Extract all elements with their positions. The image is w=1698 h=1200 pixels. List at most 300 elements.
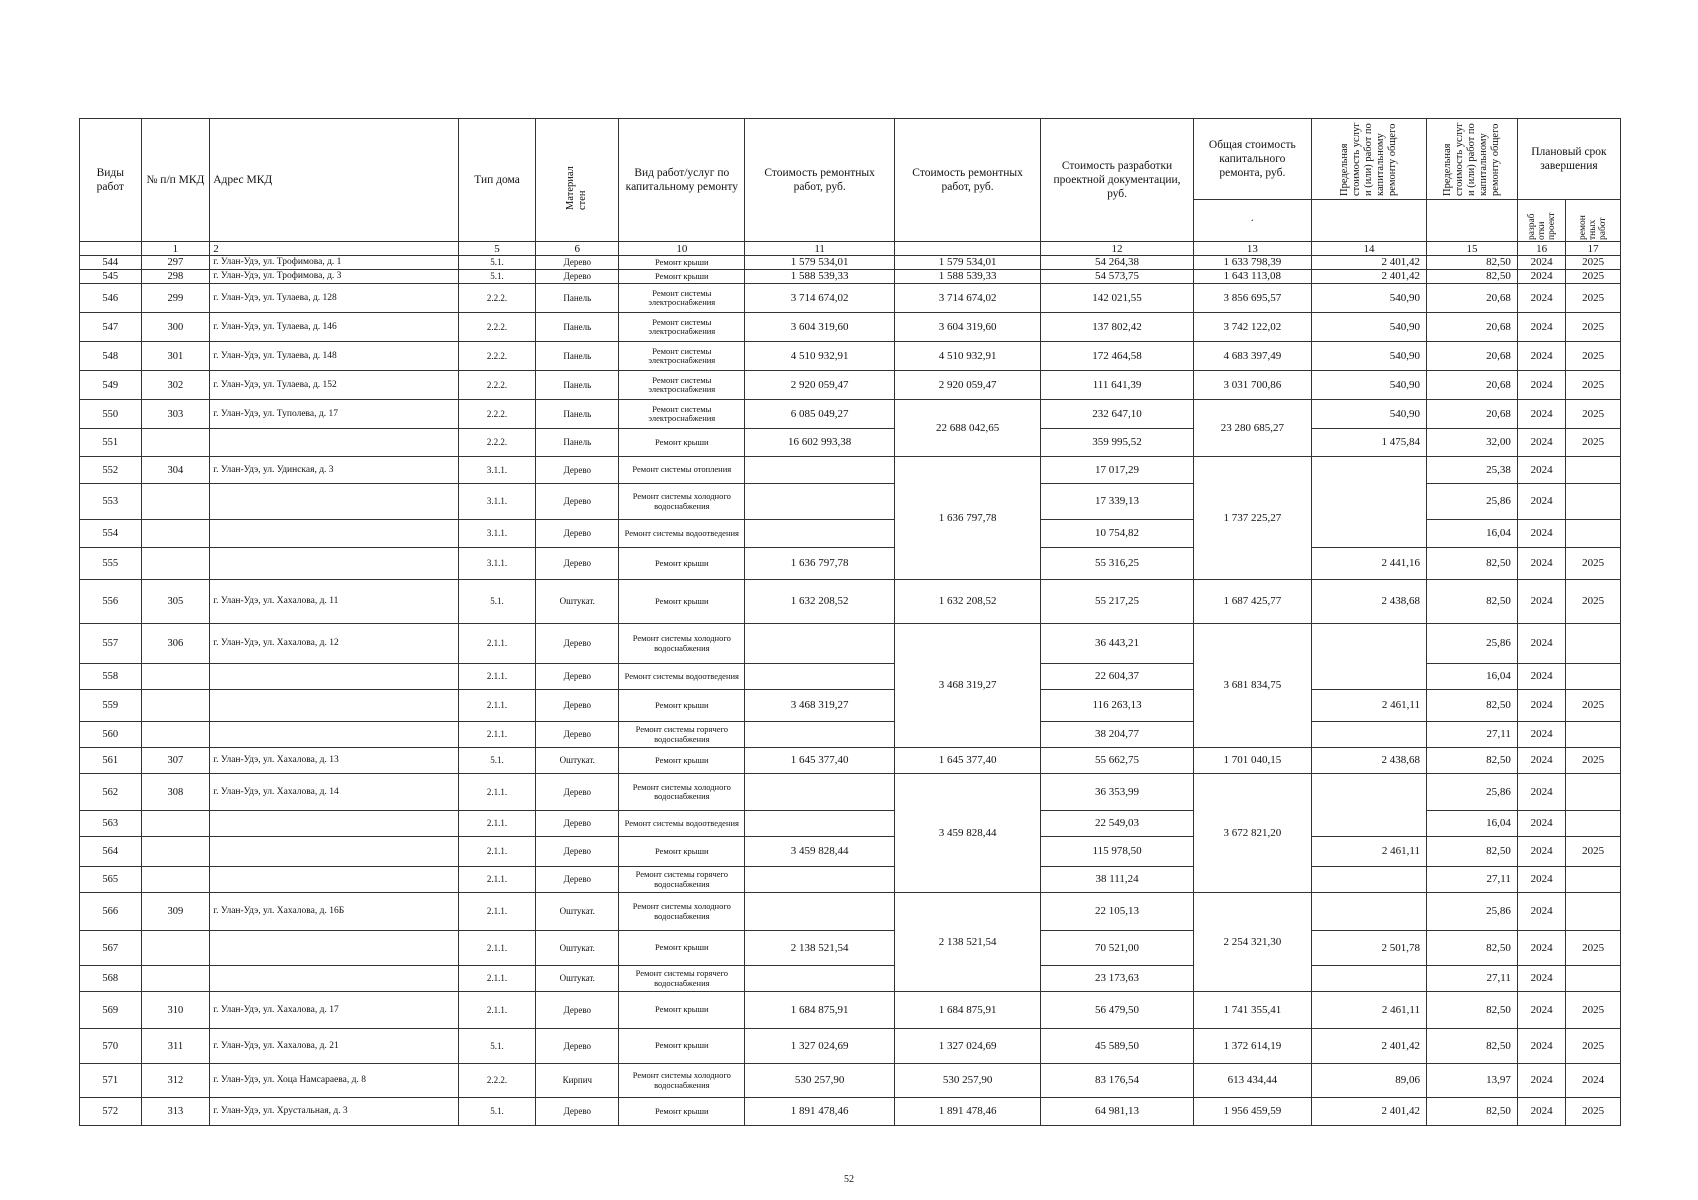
cell-house-type: 3.1.1.: [458, 484, 536, 520]
cell-repair-cost-total: 3 714 674,02: [894, 284, 1040, 313]
cell-limit-cost-2: 20,68: [1427, 342, 1518, 371]
cell-design-cost: 17 017,29: [1041, 457, 1193, 484]
cell-repair-cost: 1 632 208,52: [745, 580, 894, 624]
cell-year-repair: [1566, 457, 1621, 484]
cell-house-type: 2.1.1.: [458, 664, 536, 690]
header-house-type: Тип дома: [458, 119, 536, 242]
cell-year-design: 2024: [1517, 457, 1565, 484]
cell-year-design: 2024: [1517, 580, 1565, 624]
cell-year-design: 2024: [1517, 837, 1565, 867]
cell-house-type: 5.1.: [458, 256, 536, 270]
cell-total-cost: 3 672 821,20: [1193, 774, 1311, 893]
cell-wall-material: Оштукат.: [536, 893, 619, 931]
cell-limit-cost: 540,90: [1311, 371, 1426, 400]
cell-house-type: 2.2.2.: [458, 371, 536, 400]
cell-limit-cost: 540,90: [1311, 313, 1426, 342]
col-number: 17: [1566, 242, 1621, 256]
cell-limit-cost-2: 27,11: [1427, 966, 1518, 992]
header-limit2-text: Предельная стоимость услуг и (или) работ по капитальному ремонту общего: [1441, 122, 1501, 196]
col-number: 15: [1427, 242, 1518, 256]
cell-house-num: 299: [141, 284, 210, 313]
cell-total-cost: 1 372 614,19: [1193, 1029, 1311, 1064]
cell-limit-cost: [1311, 867, 1426, 893]
cell-year-design: 2024: [1517, 429, 1565, 457]
cell-limit-cost: 540,90: [1311, 342, 1426, 371]
cell-limit-cost-2: 32,00: [1427, 429, 1518, 457]
cell-address: г. Улан-Удэ, ул. Туполева, д. 17: [210, 400, 458, 429]
cell-total-cost: 1 737 225,27: [1193, 457, 1311, 580]
cell-year-design: 2024: [1517, 313, 1565, 342]
header-limit1-empty: [1311, 200, 1426, 242]
cell-house-type: 2.1.1.: [458, 774, 536, 811]
cell-repair-cost: 1 327 024,69: [745, 1029, 894, 1064]
cell-wall-material: Оштукат.: [536, 966, 619, 992]
cell-house-num: 301: [141, 342, 210, 371]
cell-work-id: 570: [80, 1029, 142, 1064]
cell-work-type: Ремонт системы горячего водоснабжения: [619, 966, 745, 992]
cell-house-type: 3.1.1.: [458, 520, 536, 548]
cell-repair-cost-total: 1 327 024,69: [894, 1029, 1040, 1064]
cell-year-repair: 2025: [1566, 371, 1621, 400]
cell-work-type: Ремонт крыши: [619, 1029, 745, 1064]
col-number: 14: [1311, 242, 1426, 256]
cell-year-repair: [1566, 966, 1621, 992]
cell-year-repair: [1566, 722, 1621, 748]
cell-house-num: [141, 966, 210, 992]
cell-year-design: 2024: [1517, 690, 1565, 722]
cell-limit-cost: 2 438,68: [1311, 580, 1426, 624]
cell-year-design: 2024: [1517, 1064, 1565, 1098]
table-body: [80, 256, 1621, 1126]
cell-work-id: 548: [80, 342, 142, 371]
cell-work-id: 560: [80, 722, 142, 748]
cell-repair-cost: [745, 774, 894, 811]
cell-year-design: 2024: [1517, 664, 1565, 690]
cell-address: г. Улан-Удэ, ул. Хахалова, д. 13: [210, 748, 458, 774]
cell-repair-cost-total: 3 468 319,27: [894, 624, 1040, 748]
cell-limit-cost: 540,90: [1311, 400, 1426, 429]
cell-house-num: [141, 484, 210, 520]
cell-address: г. Улан-Удэ, ул. Хоца Намсараева, д. 8: [210, 1064, 458, 1098]
cell-repair-cost-total: 1 636 797,78: [894, 457, 1040, 580]
cell-house-num: 303: [141, 400, 210, 429]
cell-repair-cost: [745, 811, 894, 837]
cell-address: [210, 837, 458, 867]
cell-design-cost: 54 573,75: [1041, 270, 1193, 284]
table-header: [80, 119, 1621, 256]
col-number: 2: [210, 242, 458, 256]
cell-house-type: 5.1.: [458, 1098, 536, 1126]
col-number: [894, 242, 1040, 256]
cell-wall-material: Дерево: [536, 867, 619, 893]
col-number: 12: [1041, 242, 1193, 256]
cell-work-id: 564: [80, 837, 142, 867]
cell-house-num: [141, 811, 210, 837]
header-sub-repair-text: ремон тных работ: [1578, 214, 1609, 240]
cell-wall-material: Дерево: [536, 837, 619, 867]
cell-year-design: 2024: [1517, 931, 1565, 966]
cell-limit-cost: 2 401,42: [1311, 270, 1426, 284]
header-address: Адрес МКД: [210, 119, 458, 242]
cell-design-cost: 55 316,25: [1041, 548, 1193, 580]
cell-limit-cost-2: 82,50: [1427, 1098, 1518, 1126]
cell-limit-cost-2: 27,11: [1427, 722, 1518, 748]
cell-design-cost: 38 111,24: [1041, 867, 1193, 893]
cell-house-num: 307: [141, 748, 210, 774]
cell-house-num: 306: [141, 624, 210, 664]
cell-limit-cost-2: 25,38: [1427, 457, 1518, 484]
cell-repair-cost: [745, 722, 894, 748]
cell-year-design: 2024: [1517, 811, 1565, 837]
cell-work-id: 566: [80, 893, 142, 931]
cell-address: г. Улан-Удэ, ул. Удинская, д. 3: [210, 457, 458, 484]
table-row: [80, 429, 1621, 457]
cell-repair-cost-total: 2 138 521,54: [894, 893, 1040, 992]
header-limit1: [1311, 119, 1426, 200]
header-limit2: [1427, 119, 1518, 200]
cell-year-repair: 2024: [1566, 1064, 1621, 1098]
cell-limit-cost: 2 461,11: [1311, 992, 1426, 1029]
cell-wall-material: Оштукат.: [536, 931, 619, 966]
cell-limit-cost: [1311, 722, 1426, 748]
cell-address: г. Улан-Удэ, ул. Хахалова, д. 16Б: [210, 893, 458, 931]
cell-wall-material: Кирпич: [536, 1064, 619, 1098]
cell-limit-cost: [1311, 624, 1426, 690]
cell-work-id: 551: [80, 429, 142, 457]
cell-work-id: 544: [80, 256, 142, 270]
table-row: [80, 457, 1621, 484]
cell-year-repair: [1566, 774, 1621, 811]
table-row: [80, 1098, 1621, 1126]
cell-address: г. Улан-Удэ, ул. Хахалова, д. 12: [210, 624, 458, 664]
cell-total-cost: 3 856 695,57: [1193, 284, 1311, 313]
cell-design-cost: 38 204,77: [1041, 722, 1193, 748]
cell-total-cost: 1 956 459,59: [1193, 1098, 1311, 1126]
table-row: [80, 867, 1621, 893]
cell-address: [210, 867, 458, 893]
cell-work-type: Ремонт системы холодного водоснабжения: [619, 893, 745, 931]
cell-year-design: 2024: [1517, 1098, 1565, 1126]
cell-work-type: Ремонт системы горячего водоснабжения: [619, 867, 745, 893]
header-cost2: Стоимость ремонтных работ, руб.: [894, 119, 1040, 242]
cell-house-num: 308: [141, 774, 210, 811]
cell-address: [210, 966, 458, 992]
cell-limit-cost-2: 82,50: [1427, 690, 1518, 722]
cell-limit-cost: 2 501,78: [1311, 931, 1426, 966]
cell-repair-cost: 4 510 932,91: [745, 342, 894, 371]
cell-limit-cost: [1311, 966, 1426, 992]
cell-work-id: 553: [80, 484, 142, 520]
cell-work-id: 550: [80, 400, 142, 429]
cell-year-design: 2024: [1517, 284, 1565, 313]
cell-wall-material: Дерево: [536, 256, 619, 270]
cell-address: [210, 520, 458, 548]
cell-house-type: 2.1.1.: [458, 867, 536, 893]
cell-year-design: 2024: [1517, 520, 1565, 548]
cell-work-id: 567: [80, 931, 142, 966]
cell-limit-cost: 89,06: [1311, 1064, 1426, 1098]
cell-limit-cost-2: 16,04: [1427, 664, 1518, 690]
cell-year-repair: 2025: [1566, 313, 1621, 342]
cell-year-repair: 2025: [1566, 1029, 1621, 1064]
cell-house-num: [141, 837, 210, 867]
header-work: Вид работ/услуг по капитальному ремонту: [619, 119, 745, 242]
cell-house-num: [141, 690, 210, 722]
works-table: [79, 118, 1621, 1126]
cell-house-type: 5.1.: [458, 580, 536, 624]
cell-house-num: 310: [141, 992, 210, 1029]
cell-repair-cost: 1 891 478,46: [745, 1098, 894, 1126]
cell-house-num: 305: [141, 580, 210, 624]
cell-work-type: Ремонт системы отопления: [619, 457, 745, 484]
cell-repair-cost: 3 604 319,60: [745, 313, 894, 342]
cell-house-type: 2.2.2.: [458, 284, 536, 313]
cell-work-id: 565: [80, 867, 142, 893]
cell-work-type: Ремонт крыши: [619, 580, 745, 624]
cell-work-type: Ремонт системы водоотведения: [619, 664, 745, 690]
cell-limit-cost: [1311, 893, 1426, 931]
cell-wall-material: Дерево: [536, 270, 619, 284]
cell-limit-cost: 2 441,16: [1311, 548, 1426, 580]
cell-repair-cost: [745, 893, 894, 931]
cell-work-type: Ремонт крыши: [619, 256, 745, 270]
cell-repair-cost-total: 1 588 539,33: [894, 270, 1040, 284]
table-row: [80, 690, 1621, 722]
col-number: 1: [141, 242, 210, 256]
cell-work-id: 569: [80, 992, 142, 1029]
cell-year-repair: 2025: [1566, 992, 1621, 1029]
cell-limit-cost-2: 20,68: [1427, 400, 1518, 429]
cell-limit-cost-2: 82,50: [1427, 256, 1518, 270]
cell-year-repair: [1566, 484, 1621, 520]
cell-work-type: Ремонт крыши: [619, 748, 745, 774]
cell-house-num: 309: [141, 893, 210, 931]
cell-total-cost: 1 643 113,08: [1193, 270, 1311, 284]
header-sub-design-text: разраб отки проект: [1526, 211, 1557, 240]
cell-year-design: 2024: [1517, 867, 1565, 893]
cell-limit-cost: 2 461,11: [1311, 837, 1426, 867]
cell-design-cost: 22 604,37: [1041, 664, 1193, 690]
cell-year-repair: 2025: [1566, 284, 1621, 313]
cell-design-cost: 359 995,52: [1041, 429, 1193, 457]
cell-repair-cost-total: 530 257,90: [894, 1064, 1040, 1098]
cell-year-design: 2024: [1517, 1029, 1565, 1064]
cell-design-cost: 22 105,13: [1041, 893, 1193, 931]
cell-house-type: 2.1.1.: [458, 624, 536, 664]
cell-address: г. Улан-Удэ, ул. Трофимова, д. 3: [210, 270, 458, 284]
cell-design-cost: 23 173,63: [1041, 966, 1193, 992]
cell-house-num: 304: [141, 457, 210, 484]
cell-work-id: 563: [80, 811, 142, 837]
header-design-cost: Стоимость разработки проектной документации, руб.: [1041, 119, 1193, 242]
cell-year-design: 2024: [1517, 342, 1565, 371]
cell-repair-cost: 3 468 319,27: [745, 690, 894, 722]
cell-house-type: 2.1.1.: [458, 931, 536, 966]
col-number: 10: [619, 242, 745, 256]
header-sub-design: [1517, 200, 1565, 242]
cell-work-type: Ремонт крыши: [619, 992, 745, 1029]
cell-work-type: Ремонт системы холодного водоснабжения: [619, 484, 745, 520]
cell-design-cost: 137 802,42: [1041, 313, 1193, 342]
cell-limit-cost-2: 20,68: [1427, 284, 1518, 313]
col-number: [80, 242, 142, 256]
cell-year-design: 2024: [1517, 270, 1565, 284]
cell-house-type: 5.1.: [458, 270, 536, 284]
cell-work-type: Ремонт крыши: [619, 1098, 745, 1126]
cell-year-repair: 2025: [1566, 837, 1621, 867]
cell-limit-cost: 2 461,11: [1311, 690, 1426, 722]
cell-house-type: 2.1.1.: [458, 966, 536, 992]
cell-total-cost: 1 633 798,39: [1193, 256, 1311, 270]
cell-house-type: 2.1.1.: [458, 837, 536, 867]
cell-repair-cost: 1 636 797,78: [745, 548, 894, 580]
cell-design-cost: 55 662,75: [1041, 748, 1193, 774]
header-total-cost: Общая стоимость капитального ремонта, руб.: [1193, 119, 1311, 200]
cell-year-repair: 2025: [1566, 548, 1621, 580]
cell-limit-cost-2: 20,68: [1427, 371, 1518, 400]
cell-house-type: 2.1.1.: [458, 722, 536, 748]
cell-wall-material: Дерево: [536, 774, 619, 811]
table-row: [80, 837, 1621, 867]
cell-house-num: 311: [141, 1029, 210, 1064]
cell-house-type: 5.1.: [458, 1029, 536, 1064]
cell-house-type: 2.1.1.: [458, 690, 536, 722]
cell-year-repair: [1566, 867, 1621, 893]
cell-address: г. Улан-Удэ, ул. Тулаева, д. 152: [210, 371, 458, 400]
cell-limit-cost-2: 25,86: [1427, 774, 1518, 811]
cell-house-num: [141, 664, 210, 690]
cell-work-id: 552: [80, 457, 142, 484]
cell-limit-cost: [1311, 774, 1426, 837]
cell-work-id: 556: [80, 580, 142, 624]
cell-work-type: Ремонт системы горячего водоснабжения: [619, 722, 745, 748]
cell-work-id: 572: [80, 1098, 142, 1126]
cell-design-cost: 45 589,50: [1041, 1029, 1193, 1064]
cell-year-design: 2024: [1517, 992, 1565, 1029]
cell-work-id: 549: [80, 371, 142, 400]
cell-limit-cost-2: 16,04: [1427, 520, 1518, 548]
table-row: [80, 284, 1621, 313]
cell-limit-cost-2: 13,97: [1427, 1064, 1518, 1098]
header-material: [536, 119, 619, 242]
cell-wall-material: Дерево: [536, 992, 619, 1029]
cell-limit-cost-2: 25,86: [1427, 893, 1518, 931]
header-deadline: Плановый срок завершения: [1517, 119, 1620, 200]
cell-total-cost: 1 687 425,77: [1193, 580, 1311, 624]
cell-work-type: Ремонт крыши: [619, 931, 745, 966]
cell-house-type: 2.1.1.: [458, 893, 536, 931]
header-sub-repair: [1566, 200, 1621, 242]
cell-wall-material: Дерево: [536, 457, 619, 484]
table-row: [80, 256, 1621, 270]
cell-house-num: 300: [141, 313, 210, 342]
cell-wall-material: Дерево: [536, 722, 619, 748]
cell-work-type: Ремонт крыши: [619, 270, 745, 284]
cell-wall-material: Дерево: [536, 811, 619, 837]
cell-address: [210, 484, 458, 520]
cell-house-type: 3.1.1.: [458, 457, 536, 484]
cell-repair-cost: [745, 664, 894, 690]
cell-repair-cost: 3 714 674,02: [745, 284, 894, 313]
header-limit1-text: Предельная стоимость услуг и (или) работ по капитальному ремонту общего: [1338, 122, 1398, 196]
cell-repair-cost: 1 579 534,01: [745, 256, 894, 270]
cell-year-design: 2024: [1517, 624, 1565, 664]
cell-address: [210, 548, 458, 580]
cell-repair-cost-total: 1 579 534,01: [894, 256, 1040, 270]
cell-house-num: 302: [141, 371, 210, 400]
cell-design-cost: 55 217,25: [1041, 580, 1193, 624]
cell-year-repair: 2025: [1566, 1098, 1621, 1126]
cell-wall-material: Панель: [536, 313, 619, 342]
cell-year-design: 2024: [1517, 548, 1565, 580]
cell-limit-cost: 540,90: [1311, 284, 1426, 313]
header-dot-mark: ·: [1193, 200, 1311, 242]
cell-design-cost: 111 641,39: [1041, 371, 1193, 400]
cell-repair-cost: [745, 484, 894, 520]
cell-house-num: 297: [141, 256, 210, 270]
cell-limit-cost-2: 82,50: [1427, 992, 1518, 1029]
table-row: [80, 1029, 1621, 1064]
cell-total-cost: 23 280 685,27: [1193, 400, 1311, 457]
cell-year-repair: [1566, 520, 1621, 548]
cell-repair-cost: 1 588 539,33: [745, 270, 894, 284]
cell-total-cost: 3 031 700,86: [1193, 371, 1311, 400]
cell-work-type: Ремонт системы электроснабжения: [619, 313, 745, 342]
cell-wall-material: Дерево: [536, 484, 619, 520]
table-row: [80, 371, 1621, 400]
cell-work-id: 546: [80, 284, 142, 313]
cell-house-num: 312: [141, 1064, 210, 1098]
cell-total-cost: 3 742 122,02: [1193, 313, 1311, 342]
cell-limit-cost: 1 475,84: [1311, 429, 1426, 457]
cell-design-cost: 142 021,55: [1041, 284, 1193, 313]
cell-limit-cost: [1311, 457, 1426, 548]
cell-year-design: 2024: [1517, 484, 1565, 520]
table-row: [80, 548, 1621, 580]
cell-work-type: Ремонт системы водоотведения: [619, 520, 745, 548]
cell-wall-material: Панель: [536, 429, 619, 457]
cell-work-id: 554: [80, 520, 142, 548]
cell-address: г. Улан-Удэ, ул. Тулаева, д. 146: [210, 313, 458, 342]
cell-wall-material: Дерево: [536, 690, 619, 722]
cell-address: г. Улан-Удэ, ул. Хахалова, д. 21: [210, 1029, 458, 1064]
cell-design-cost: 83 176,54: [1041, 1064, 1193, 1098]
cell-limit-cost: 2 438,68: [1311, 748, 1426, 774]
cell-year-repair: 2025: [1566, 931, 1621, 966]
cell-limit-cost-2: 16,04: [1427, 811, 1518, 837]
table-row: [80, 966, 1621, 992]
cell-work-id: 571: [80, 1064, 142, 1098]
cell-wall-material: Панель: [536, 284, 619, 313]
cell-wall-material: Дерево: [536, 1098, 619, 1126]
cell-repair-cost: 6 085 049,27: [745, 400, 894, 429]
cell-house-num: [141, 548, 210, 580]
cell-house-type: 5.1.: [458, 748, 536, 774]
header-material-text: Материал стен: [565, 166, 589, 210]
cell-address: [210, 722, 458, 748]
cell-work-id: 558: [80, 664, 142, 690]
cell-house-num: [141, 429, 210, 457]
cell-year-repair: 2025: [1566, 400, 1621, 429]
cell-year-design: 2024: [1517, 966, 1565, 992]
cell-year-repair: [1566, 624, 1621, 664]
cell-address: г. Улан-Удэ, ул. Трофимова, д. 1: [210, 256, 458, 270]
cell-house-num: [141, 867, 210, 893]
cell-address: г. Улан-Удэ, ул. Хрустальная, д. 3: [210, 1098, 458, 1126]
cell-work-id: 568: [80, 966, 142, 992]
cell-design-cost: 172 464,58: [1041, 342, 1193, 371]
cell-work-type: Ремонт крыши: [619, 548, 745, 580]
